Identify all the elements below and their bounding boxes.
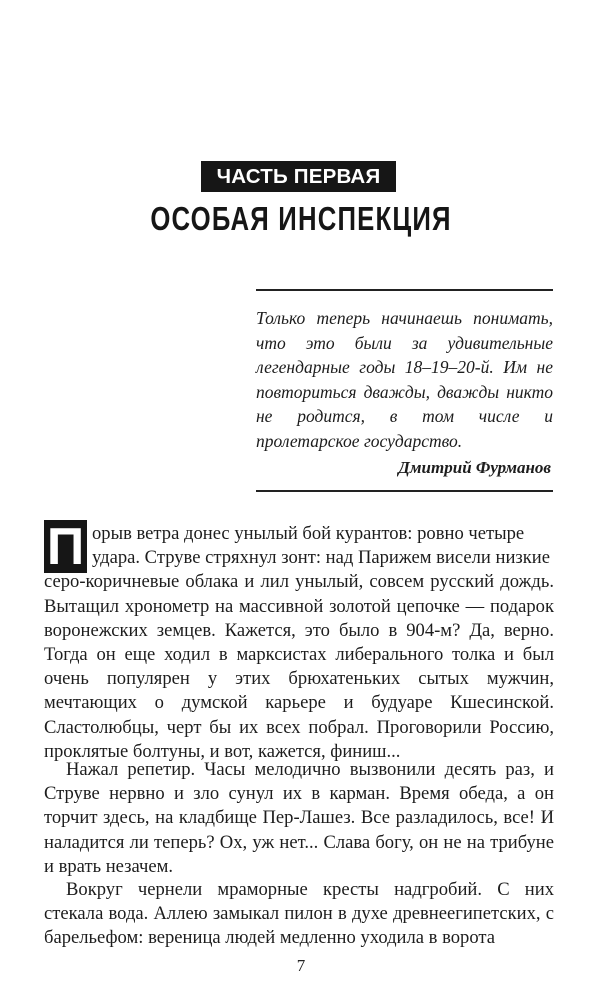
part-label: ЧАСТЬ ПЕРВАЯ: [201, 161, 396, 192]
paragraph-3: Вокруг чернели мраморные кресты надгробий. С них стекала вода. Аллею замыкал пилон в духе древнеегипетских, с барельефом: вереница людей медленно уходила в ворота: [44, 879, 554, 949]
part-title: ОСОБАЯ ИНСПЕКЦИЯ: [150, 200, 452, 237]
paragraph-2: Нажал репетир. Часы мелодично вызвонили десять раз, и Струве нервно и зло сунул их в карман. Время обеда, а он торчит здесь, на кладбище Пер-Лашез. Все разладилось, все! И наладится ли теперь? Ох, уж нет... Слава богу, он не на трибуне и врать незачем.: [44, 759, 554, 877]
epigraph-author: Дмитрий Фурманов: [398, 458, 551, 477]
paragraph-1: [44, 522, 554, 764]
paragraph-1-line-1: орыв ветра донес унылый бой курантов: ровно четыре: [92, 523, 525, 544]
page-number: 7: [296, 956, 306, 975]
paragraph-1-line-2: удара. Струве стряхнул зонт: над Парижем висели низкие: [92, 547, 550, 569]
paragraph-1-rest: серо-коричневые облака и лил унылый, совсем русский дождь. Вытащил хронометр на массивной золотой цепочке — подарок воронежских земцев. Кажется, это было в 904-м? Да, верно. Тогда он еще ходил в марксистах либерального толка и был очень популярен у этих брюхатеньких сытых мужчин, мечтающих о думской карьере и будуаре Кшесинской. Сластолюбцы, черт бы их всех побрал. Проговорили Россию, проклятые болтуны, и вот, кажется, финиш...: [44, 571, 554, 762]
epigraph-bottom-rule: [256, 490, 553, 492]
epigraph-top-rule: [256, 289, 553, 291]
drop-cap: П: [44, 520, 87, 573]
epigraph-text: Только теперь начинаешь понимать, что это были за удивительные легендарные годы 18–19–20-й. Им не повториться дважды, дважды никто не родится, в том числе и пролетарское государство.: [256, 308, 553, 451]
